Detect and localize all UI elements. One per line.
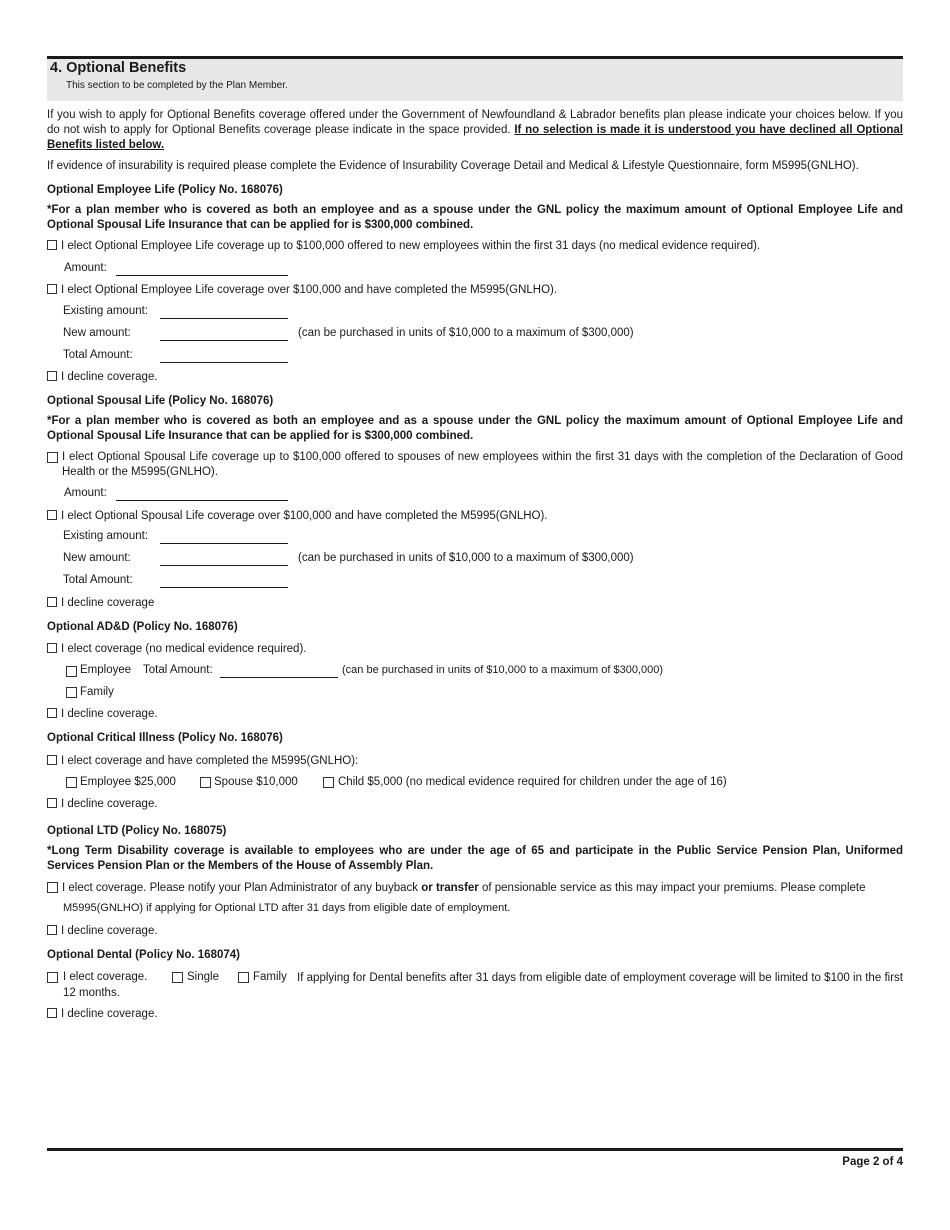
add-hint: (can be purchased in units of $10,000 to a maximum of $300,000) [342, 664, 664, 676]
dental-single-label: Single [187, 971, 219, 983]
sp-life-opt1-checkbox[interactable] [47, 452, 58, 463]
ltd-heading: Optional LTD (Policy No. 168075) [47, 825, 227, 837]
section-subtitle: This section to be completed by the Plan Member. [66, 80, 288, 91]
add-opt1-label: I elect coverage (no medical evidence required). [61, 643, 307, 655]
sp-life-new-label: New amount: [63, 552, 131, 564]
dental-decline-label: I decline coverage. [61, 1008, 158, 1020]
sp-life-new-hint: (can be purchased in units of $10,000 to a maximum of $300,000) [298, 552, 634, 564]
sp-life-decline-label: I decline coverage [61, 597, 155, 609]
add-employee-label: Employee [80, 664, 132, 676]
ci-opt1-row [47, 754, 903, 769]
sp-life-amount-label: Amount: [64, 487, 107, 499]
ltd-opt1-text-d: M5995(GNLHO) if applying for Optional LTD after 31 days from eligible date of employment. [63, 902, 511, 914]
emp-life-note: *For a plan member who is covered as both an employee and as a spouse under the GNL policy the maximum amount of Optional Employee Life and Optional Spousal Life Insurance that can be applied for is $300,000 combined. [47, 204, 903, 231]
add-family-checkbox[interactable] [66, 687, 77, 698]
intro-text: If you wish to apply for Optional Benefits coverage offered under the Government of Newfoundland & Labrador benefits plan please indicate your choices below. If you do not wish to apply for Optional Benefits coverage please indicate in the space provided. [47, 109, 903, 136]
dental-note: If applying for Dental benefits after 31 days from eligible date of employment coverage will be limited to $100 in the first 12 months. [63, 972, 903, 999]
emp-life-opt2-row [47, 283, 903, 298]
add-total-field[interactable] [220, 677, 338, 678]
emp-life-existing-label: Existing amount: [63, 305, 149, 317]
add-family-label: Family [80, 686, 114, 698]
ci-heading: Optional Critical Illness (Policy No. 168076) [47, 732, 283, 744]
sp-life-total-field[interactable] [160, 587, 288, 588]
intro-emphasis: If no selection is made it is understood you have declined all Optional Benefits listed below. [47, 124, 903, 151]
sp-life-existing-field[interactable] [160, 543, 288, 544]
ci-opt1-label: I elect coverage and have completed the M5995(GNLHO): [61, 755, 359, 767]
dental-decline-row [47, 1007, 903, 1022]
emp-life-total-label: Total Amount: [63, 349, 133, 361]
ci-decline-checkbox[interactable] [47, 798, 57, 808]
dental-heading: Optional Dental (Policy No. 168074) [47, 949, 240, 961]
emp-life-opt2-label: I elect Optional Employee Life coverage over $100,000 and have completed the M5995(GNLHO). [61, 284, 558, 296]
ci-employee-checkbox[interactable] [66, 777, 77, 788]
emp-life-decline-label: I decline coverage. [61, 371, 158, 383]
emp-life-decline-row [47, 370, 903, 385]
bottom-rule [47, 1148, 903, 1151]
section-title: 4. Optional Benefits [50, 60, 187, 76]
sp-life-opt2-label: I elect Optional Spousal Life coverage over $100,000 and have completed the M5995(GNLHO). [61, 510, 548, 522]
add-heading: Optional AD&D (Policy No. 168076) [47, 621, 238, 633]
ltd-opt1-text-a: I elect coverage. Please notify your Plan Administrator of any buyback [62, 882, 422, 894]
ltd-opt1-row [47, 881, 903, 896]
dental-opt1-checkbox[interactable] [47, 972, 58, 983]
add-employee-checkbox[interactable] [66, 666, 77, 677]
sp-life-heading: Optional Spousal Life (Policy No. 168076) [47, 395, 274, 407]
emp-life-existing-field[interactable] [160, 318, 288, 319]
emp-life-total-field[interactable] [160, 362, 288, 363]
sp-life-new-field[interactable] [160, 565, 288, 566]
ltd-opt1-checkbox[interactable] [47, 882, 58, 893]
ci-decline-row [47, 797, 903, 812]
dental-decline-checkbox[interactable] [47, 1008, 57, 1018]
dental-family-label: Family [253, 971, 287, 983]
sp-life-opt2-row [47, 509, 903, 524]
emp-life-opt1-checkbox[interactable] [47, 240, 57, 250]
evidence-paragraph: If evidence of insurability is required please complete the Evidence of Insurability Coverage Detail and Medical & Lifestyle Questionnaire, form M5995(GNLHO). [47, 160, 859, 172]
sp-life-total-label: Total Amount: [63, 574, 133, 586]
ltd-decline-row [47, 924, 903, 939]
page-number: Page 2 of 4 [842, 1156, 903, 1168]
ltd-decline-label: I decline coverage. [61, 925, 158, 937]
sp-life-existing-label: Existing amount: [63, 530, 149, 542]
add-decline-row [47, 707, 903, 722]
ci-employee-label: Employee $25,000 [80, 776, 176, 788]
dental-note-line1 [63, 971, 903, 1001]
ci-spouse-checkbox[interactable] [200, 777, 211, 788]
emp-life-amount-field[interactable] [116, 275, 288, 276]
emp-life-heading: Optional Employee Life (Policy No. 168076) [47, 184, 283, 196]
sp-life-opt1-row [47, 450, 903, 480]
add-total-label: Total Amount: [143, 664, 213, 676]
ltd-note: *Long Term Disability coverage is available to employees who are under the age of 65 and participate in the Public Service Pension Plan, Uniformed Services Pension Plan or the Members of the House of Assembly Plan. [47, 845, 903, 872]
ci-child-label: Child $5,000 (no medical evidence required for children under the age of 16) [338, 776, 727, 788]
emp-life-opt1-row [47, 239, 903, 254]
emp-life-new-label: New amount: [63, 327, 131, 339]
ltd-opt1-text-c: of pensionable service as this may impact your premiums. Please complete [478, 882, 866, 894]
ci-child-checkbox[interactable] [323, 777, 334, 788]
add-decline-label: I decline coverage. [61, 708, 158, 720]
ci-decline-label: I decline coverage. [61, 798, 158, 810]
emp-life-new-hint: (can be purchased in units of $10,000 to a maximum of $300,000) [298, 327, 634, 339]
sp-life-decline-row [47, 596, 903, 611]
ltd-opt1-text-b: or transfer [421, 882, 479, 894]
sp-life-decline-checkbox[interactable] [47, 597, 57, 607]
emp-life-new-field[interactable] [160, 340, 288, 341]
ltd-decline-checkbox[interactable] [47, 925, 57, 935]
add-opt1-row [47, 642, 903, 657]
sp-life-opt1-label: I elect Optional Spousal Life coverage up to $100,000 offered to spouses of new employees within the first 31 days with the completion of the Declaration of Good Health or the M5995(GNLHO). [62, 451, 903, 478]
add-decline-checkbox[interactable] [47, 708, 57, 718]
intro-paragraph [47, 108, 903, 153]
sp-life-amount-field[interactable] [116, 500, 288, 501]
ci-opt1-checkbox[interactable] [47, 755, 57, 765]
dental-opt1-label: I elect coverage. [63, 971, 148, 983]
emp-life-opt1-label: I elect Optional Employee Life coverage up to $100,000 offered to new employees within the first 31 days (no medical evidence required). [61, 240, 761, 252]
sp-life-note: *For a plan member who is covered as both an employee and as a spouse under the GNL policy the maximum amount of Optional Employee Life and Optional Spousal Life Insurance that can be applied for is $300,000 combined. [47, 415, 903, 442]
emp-life-amount-label: Amount: [64, 262, 107, 274]
sp-life-opt2-checkbox[interactable] [47, 510, 57, 520]
ci-spouse-label: Spouse $10,000 [214, 776, 298, 788]
add-opt1-checkbox[interactable] [47, 643, 57, 653]
emp-life-opt2-checkbox[interactable] [47, 284, 57, 294]
emp-life-decline-checkbox[interactable] [47, 371, 57, 381]
